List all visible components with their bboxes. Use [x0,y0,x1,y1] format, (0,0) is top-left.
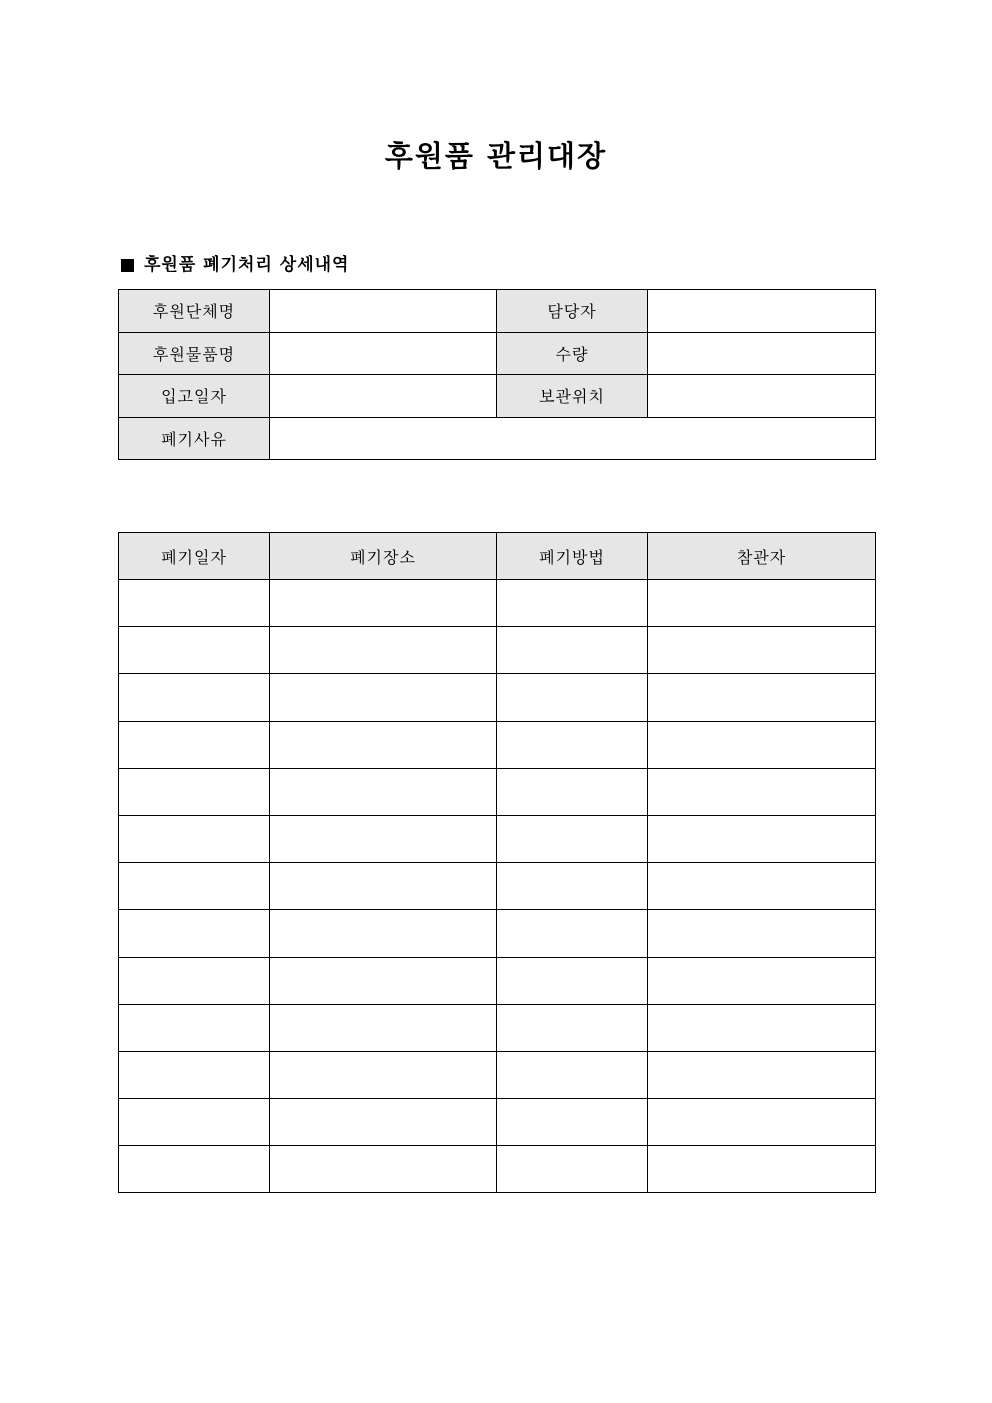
page-title: 후원품 관리대장 [384,139,608,173]
disposal-date-cell[interactable] [119,674,270,721]
disposal-method-cell[interactable] [497,721,648,768]
disposal-date-cell[interactable] [119,1004,270,1051]
observer-cell[interactable] [648,1146,876,1193]
received-date-label: 입고일자 [119,375,270,418]
disposal-place-cell[interactable] [270,957,497,1004]
log-row [119,863,876,910]
disposal-place-cell[interactable] [270,768,497,815]
disposal-place-header: 폐기장소 [270,533,497,580]
disposal-place-cell[interactable] [270,580,497,627]
observer-cell[interactable] [648,627,876,674]
disposal-place-cell[interactable] [270,1099,497,1146]
disposal-place-cell[interactable] [270,1051,497,1098]
disposal-method-cell[interactable] [497,1004,648,1051]
square-bullet-icon [121,259,134,272]
disposal-date-cell[interactable] [119,1051,270,1098]
observer-header: 참관자 [648,533,876,580]
disposal-date-cell[interactable] [119,910,270,957]
disposal-date-cell[interactable] [119,815,270,862]
disposal-method-cell[interactable] [497,815,648,862]
disposal-method-cell[interactable] [497,1146,648,1193]
section-heading-text: 후원품 폐기처리 상세내역 [144,255,350,275]
disposal-date-cell[interactable] [119,580,270,627]
log-body [119,580,876,1193]
disposal-date-cell[interactable] [119,627,270,674]
detail-row [119,290,876,333]
disposal-place-cell[interactable] [270,721,497,768]
disposal-method-cell[interactable] [497,1051,648,1098]
observer-cell[interactable] [648,1051,876,1098]
disposal-place-cell[interactable] [270,1146,497,1193]
log-row [119,674,876,721]
disposal-method-cell[interactable] [497,910,648,957]
disposal-detail-table [118,289,876,460]
disposal-method-cell[interactable] [497,957,648,1004]
log-row [119,910,876,957]
log-row [119,721,876,768]
disposal-date-cell[interactable] [119,1146,270,1193]
observer-cell[interactable] [648,580,876,627]
disposal-place-cell[interactable] [270,1004,497,1051]
disposal-date-cell[interactable] [119,863,270,910]
disposal-reason-field[interactable] [270,417,876,460]
disposal-place-cell[interactable] [270,815,497,862]
manager-label: 담당자 [497,290,648,333]
item-name-field[interactable] [270,332,497,375]
disposal-date-cell[interactable] [119,1099,270,1146]
disposal-date-header: 폐기일자 [119,533,270,580]
received-date-field[interactable] [270,375,497,418]
observer-cell[interactable] [648,1004,876,1051]
detail-row [119,417,876,460]
storage-location-label: 보관위치 [497,375,648,418]
log-row [119,580,876,627]
disposal-date-cell[interactable] [119,768,270,815]
disposal-method-cell[interactable] [497,580,648,627]
storage-location-field[interactable] [648,375,876,418]
detail-row [119,375,876,418]
observer-cell[interactable] [648,957,876,1004]
observer-cell[interactable] [648,863,876,910]
disposal-place-cell[interactable] [270,674,497,721]
log-row [119,1004,876,1051]
disposal-date-cell[interactable] [119,721,270,768]
log-row [119,957,876,1004]
quantity-label: 수량 [497,332,648,375]
log-header-row [119,533,876,580]
log-row [119,627,876,674]
disposal-method-header: 폐기방법 [497,533,648,580]
disposal-method-cell[interactable] [497,768,648,815]
quantity-field[interactable] [648,332,876,375]
manager-field[interactable] [648,290,876,333]
sponsor-org-label: 후원단체명 [119,290,270,333]
detail-row [119,332,876,375]
disposal-place-cell[interactable] [270,627,497,674]
observer-cell[interactable] [648,768,876,815]
disposal-date-cell[interactable] [119,957,270,1004]
disposal-log-table [118,532,876,1193]
observer-cell[interactable] [648,1099,876,1146]
observer-cell[interactable] [648,721,876,768]
log-row [119,768,876,815]
log-row [119,1051,876,1098]
sponsor-org-field[interactable] [270,290,497,333]
log-row [119,1146,876,1193]
observer-cell[interactable] [648,674,876,721]
log-row [119,1099,876,1146]
disposal-reason-label: 폐기사유 [119,417,270,460]
disposal-method-cell[interactable] [497,1099,648,1146]
disposal-method-cell[interactable] [497,674,648,721]
observer-cell[interactable] [648,815,876,862]
observer-cell[interactable] [648,910,876,957]
disposal-method-cell[interactable] [497,863,648,910]
disposal-method-cell[interactable] [497,627,648,674]
item-name-label: 후원물품명 [119,332,270,375]
section-heading [119,252,349,278]
log-row [119,815,876,862]
disposal-place-cell[interactable] [270,863,497,910]
disposal-place-cell[interactable] [270,910,497,957]
